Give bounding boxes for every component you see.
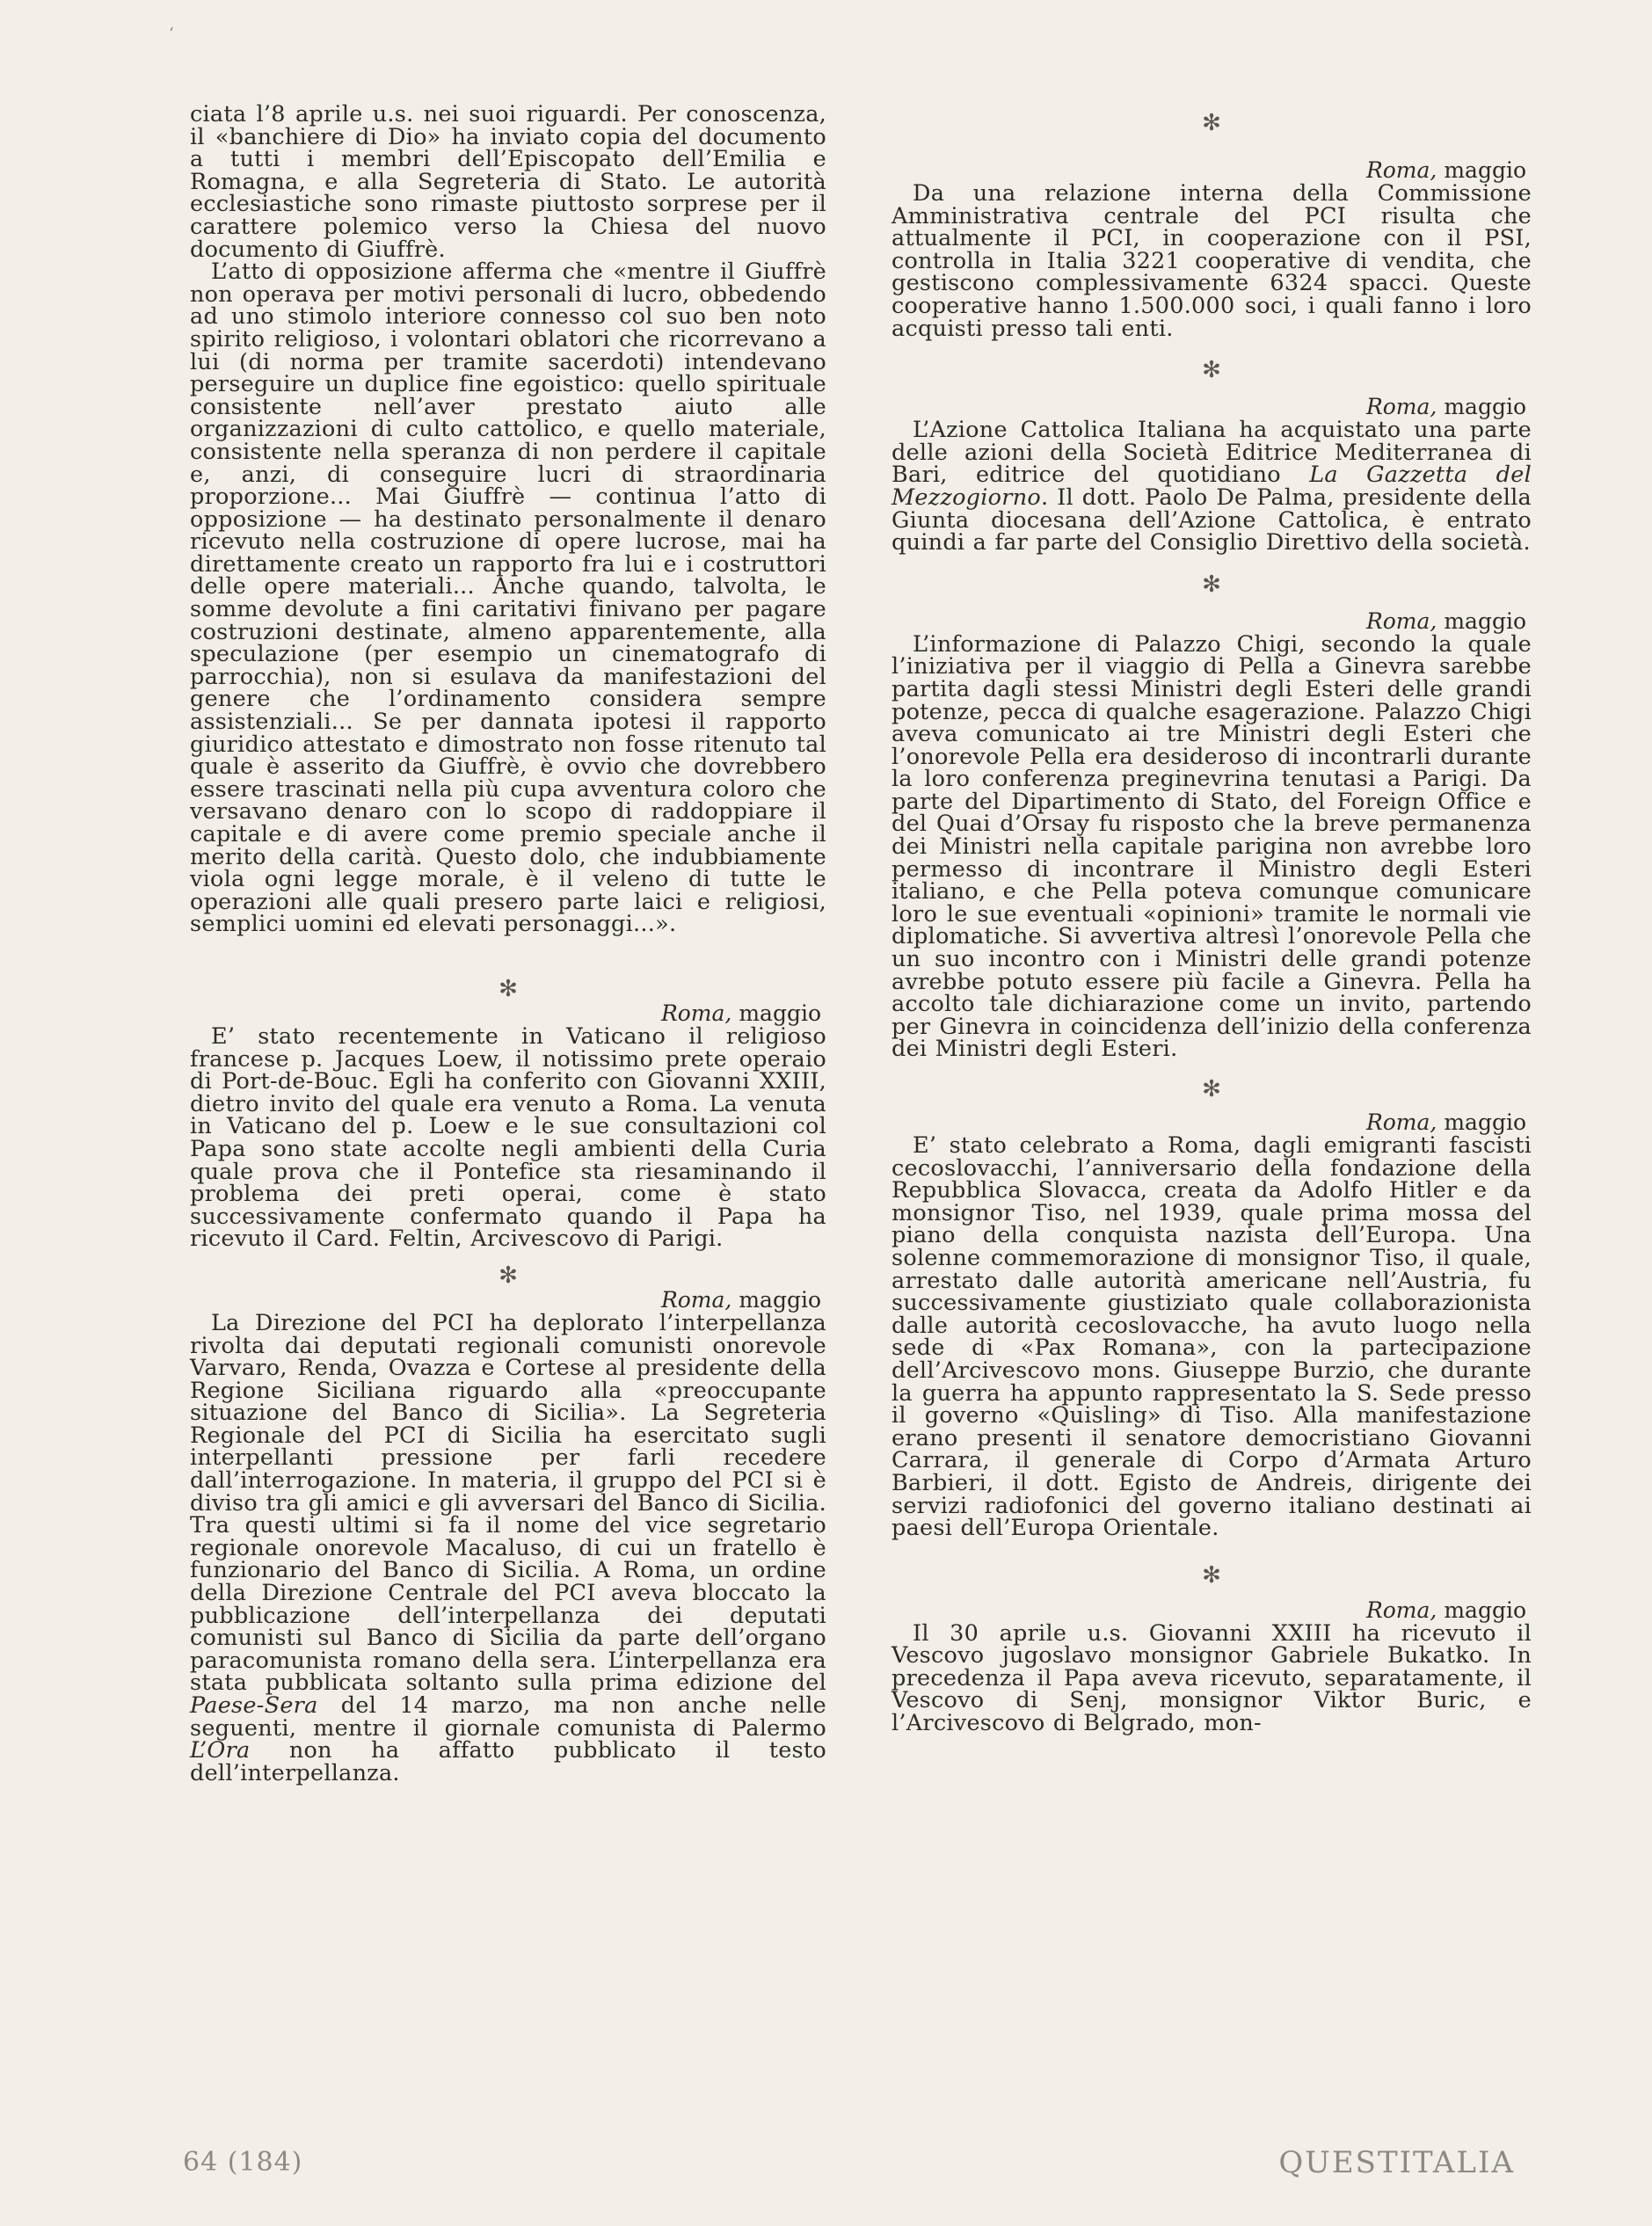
newspaper-title-paese-sera: Paese-Sera [190, 1692, 318, 1719]
news-item-pci-sicilia [190, 1263, 826, 1785]
dateline-city: Roma, [1365, 1597, 1437, 1623]
text-segment: non ha affatto pubblicato il testo dell’interpellanza. [190, 1737, 826, 1786]
dateline-city: Roma, [1365, 1109, 1437, 1135]
dateline-month: maggio [739, 1000, 821, 1026]
dateline-month: maggio [1444, 1109, 1526, 1135]
asterisk-separator: ✻ [1202, 1076, 1221, 1102]
paragraph-atto-opposizione: L’atto di opposizione afferma che «mentre il Giuffrè non operava per motivi personali di lucro, obbedendo ad uno stimolo interiore connesso col suo ben noto spirito religioso, i volontari oblatori che ricorrevano a lui (di norma per tramite sacerdoti) intendevano perseguire un duplice fine egoistico: quello spirituale consistente nell’aver prestato aiuto alle organizzazioni di culto cattolico, e quello materiale, consistente nella speranza di non perdere il capitale e, anzi, di conseguire lucri di straordinaria proporzione... Mai Giuffrè — continua l’atto di opposizione — ha destinato personalmente il denaro ricevuto nella costruzione di opere lucrose, mai ha direttamente creato un rapporto fra lui e i costruttori delle opere materiali... Anche quando, talvolta, le somme devolute a fini caritativi finivano per pagare costruzioni destinate, almeno apparentemente, alla speculazione (per esempio un cinematografo di parrocchia), non si esulava da manifestazioni del genere che l’ordinamento considera sempre assistenziali... Se per dannata ipotesi il rapporto giuridico attestato e dimostrato non fosse ritenuto tal quale è asserito da Giuffrè, è ovvio che dovrebbero essere trascinati nella più cupa avventura coloro che versavano denaro con lo scopo di raddoppiare il capitale e di avere come premio speciale anche il merito della carità. Questo dolo, che indubbiamente viola ogni legge morale, è il veleno di tutte le operazioni alle quali presero parte laici e religiosi, semplici uomini ed elevati personaggi...». [190, 258, 826, 938]
dateline [891, 1110, 1526, 1135]
news-item-bukatko [891, 1563, 1532, 1735]
news-item-text: Il 30 aprile u.s. Giovanni XXIII ha ricevuto il Vescovo jugoslavo monsignor Gabriele Bukatko. In precedenza il Papa aveva ricevuto, separatamente, il Vescovo di Senj, monsignor Viktor Buric, e l’Arcivescovo di Belgrado, mon- [891, 1619, 1532, 1737]
dateline-month: maggio [1444, 1597, 1526, 1623]
news-item-loew [190, 977, 826, 1251]
newspaper-title-l-ora: L’Ora [190, 1737, 251, 1764]
news-item-text [190, 1309, 826, 1786]
dateline-city: Roma, [1365, 157, 1437, 183]
page-number: 64 (184) [183, 2147, 303, 2178]
asterisk-separator: ✻ [1202, 110, 1221, 136]
magazine-name: QUESTITALIA [1278, 2145, 1515, 2180]
dateline [891, 395, 1526, 419]
scan-mark: ‘ [169, 25, 174, 43]
dateline-month: maggio [1444, 394, 1526, 420]
right-column [891, 111, 1532, 1735]
news-item-azione-cattolica [891, 358, 1532, 555]
text-segment: La Direzione del PCI ha deplorato l’interpellanza rivolta dai deputati regionali comunisti onorevole Varvaro, Renda, Ovazza e Cortese al presidente della Regione Siciliana riguardo alla «preoccupante situazione del Banco di Sicilia». La Segreteria Regionale del PCI di Sicilia ha esercitato sugli interpellanti pressione per farli recedere dall’interrogazione. In materia, il gruppo del PCI si è diviso tra gli amici e gli avversari del Banco di Sicilia. Tra questi ultimi si fa il nome del vice segretario regionale onorevole Macaluso, di cui un fratello è funzionario del Banco di Sicilia. A Roma, un ordine della Direzione Centrale del PCI aveva bloccato la pubblicazione dell’interpellanza dei deputati comunisti sul Banco di Sicilia da parte dell’organo paracomunista romano della sera. L’interpellanza era stata pubblicata soltanto sulla prima edizione del [190, 1309, 826, 1697]
dateline-city: Roma, [1365, 607, 1437, 634]
text-segment: L’Azione Cattolica Italiana ha acquistato una parte delle azioni della Società Editrice Mediterranea di Bari, editrice del quotidiano [891, 417, 1532, 489]
dateline-city: Roma, [660, 1286, 732, 1313]
news-item-cooperative [891, 111, 1532, 340]
asterisk-separator: ✻ [1202, 571, 1221, 598]
left-column [190, 101, 826, 1786]
asterisk-separator: ✻ [1202, 1561, 1221, 1589]
asterisk-separator: ✻ [499, 1262, 518, 1289]
news-item-text [891, 419, 1532, 555]
asterisk-separator: ✻ [499, 975, 518, 1002]
news-item-tiso [891, 1077, 1532, 1540]
asterisk-separator: ✻ [1202, 357, 1221, 384]
paragraph-giuffre-intro: ciata l’8 aprile u.s. nei suoi riguardi. Per conoscenza, il «banchiere di Dio» ha inviato copia del documento a tutti i membri dell’Episcopato dell’Emilia e Romagna, e alla Segreteria di Stato. Le autorità ecclesiastiche sono rimaste piuttosto sorprese per il carattere polemico verso la Chiesa del nuovo documento di Giuffrè. [190, 101, 826, 263]
dateline-month: maggio [1444, 157, 1526, 183]
dateline-month: maggio [739, 1286, 821, 1313]
dateline [891, 158, 1526, 183]
news-item-text: L’informazione di Palazzo Chigi, secondo la quale l’iniziativa per il viaggio di Pella a Ginevra sarebbe partita dagli stessi Ministri degli Esteri delle grandi potenze, pecca di qualche esagerazione. Palazzo Chigi aveva comunicato ai tre Ministri degli Esteri che l’onorevole Pella era desideroso di incontrarli durante la loro conferenza preginevrina tenutasi a Parigi. Da parte del Dipartimento di Stato, del Foreign Office e del Quai d’Orsay fu risposto che la breve permanenza dei Ministri nella capitale parigina non avrebbe loro permesso di incontrare il Ministro degli Esteri italiano, e che Pella poteva comunque comunicare loro le sue eventuali «opinioni» tramite le normali vie diplomatiche. Si avvertiva altresì l’onorevole Pella che un suo incontro con i Ministri delle grandi potenze avrebbe potuto essere più facile a Ginevra. Pella ha accolto tale dichiarazione come un invito, partendo per Ginevra in coincidenza dell’inizio della conferenza dei Ministri degli Esteri. [891, 630, 1532, 1063]
dateline [891, 1598, 1526, 1623]
news-item-text: E’ stato recentemente in Vaticano il religioso francese p. Jacques Loew, il notissimo prete operaio di Port-de-Bouc. Egli ha conferito con Giovanni XXIII, dietro invito del quale era venuto a Roma. La venuta in Vaticano del p. Loew e le sue consultazioni col Papa sono state accolte negli ambienti della Curia quale prova che il Pontefice sta riesaminando il problema dei preti operai, come è stato successivamente confermato quando il Papa ha ricevuto il Card. Feltin, Arcivescovo di Parigi. [190, 1022, 826, 1253]
dateline-city: Roma, [1365, 394, 1437, 420]
text-segment: . Il dott. Paolo De Palma, presidente della Giunta diocesana dell’Azione Cattolica, è entrato quindi a far parte del Consiglio Direttivo della società. [891, 484, 1532, 556]
dateline-month: maggio [1444, 607, 1526, 634]
text-segment: del 14 marzo, ma non anche nelle seguenti, mentre il giornale comunista di Palermo [190, 1692, 826, 1742]
dateline-city: Roma, [660, 1000, 732, 1026]
dateline [190, 1001, 821, 1026]
news-item-pella-ginevra [891, 572, 1532, 1061]
news-item-text: E’ stato celebrato a Roma, dagli emigranti fascisti cecoslovacchi, l’anniversario della fondazione della Repubblica Slovacca, creata da Adolfo Hitler e da monsignor Tiso, nel 1939, quale prima mossa del piano della conquista nazista dell’Europa. Una solenne commemorazione di monsignor Tiso, il quale, arrestato dalle autorità americane nell’Austria, fu successivamente giustiziato quale collaborazionista dalle autorità cecoslovacche, ha avuto luogo nella sede di «Pax Romana», con la partecipazione dell’Arcivescovo mons. Giuseppe Burzio, che durante la guerra ha appunto rappresentato la S. Sede presso il governo «Quisling» di Tiso. Alla manifestazione erano presenti il senatore democristiano Giovanni Carrara, il generale di Corpo d’Armata Arturo Barbieri, il dott. Egisto de Andreis, dirigente dei servizi radiofonici del governo italiano destinati ai paesi dell’Europa Orientale. [891, 1132, 1532, 1542]
newspaper-title-gazzetta: La Gazzetta del Mezzogiorno [891, 462, 1532, 511]
dateline [891, 609, 1526, 634]
dateline [190, 1288, 821, 1313]
news-item-text: Da una relazione interna della Commissione Amministrativa centrale del PCI risulta che attualmente il PCI, in cooperazione con il PSI, controlla in Italia 3221 cooperative di vendita, che gestiscono complessivamente 6324 spacci. Queste cooperative hanno 1.500.000 soci, i quali fanno i loro acquisti presso tali enti. [891, 180, 1532, 342]
